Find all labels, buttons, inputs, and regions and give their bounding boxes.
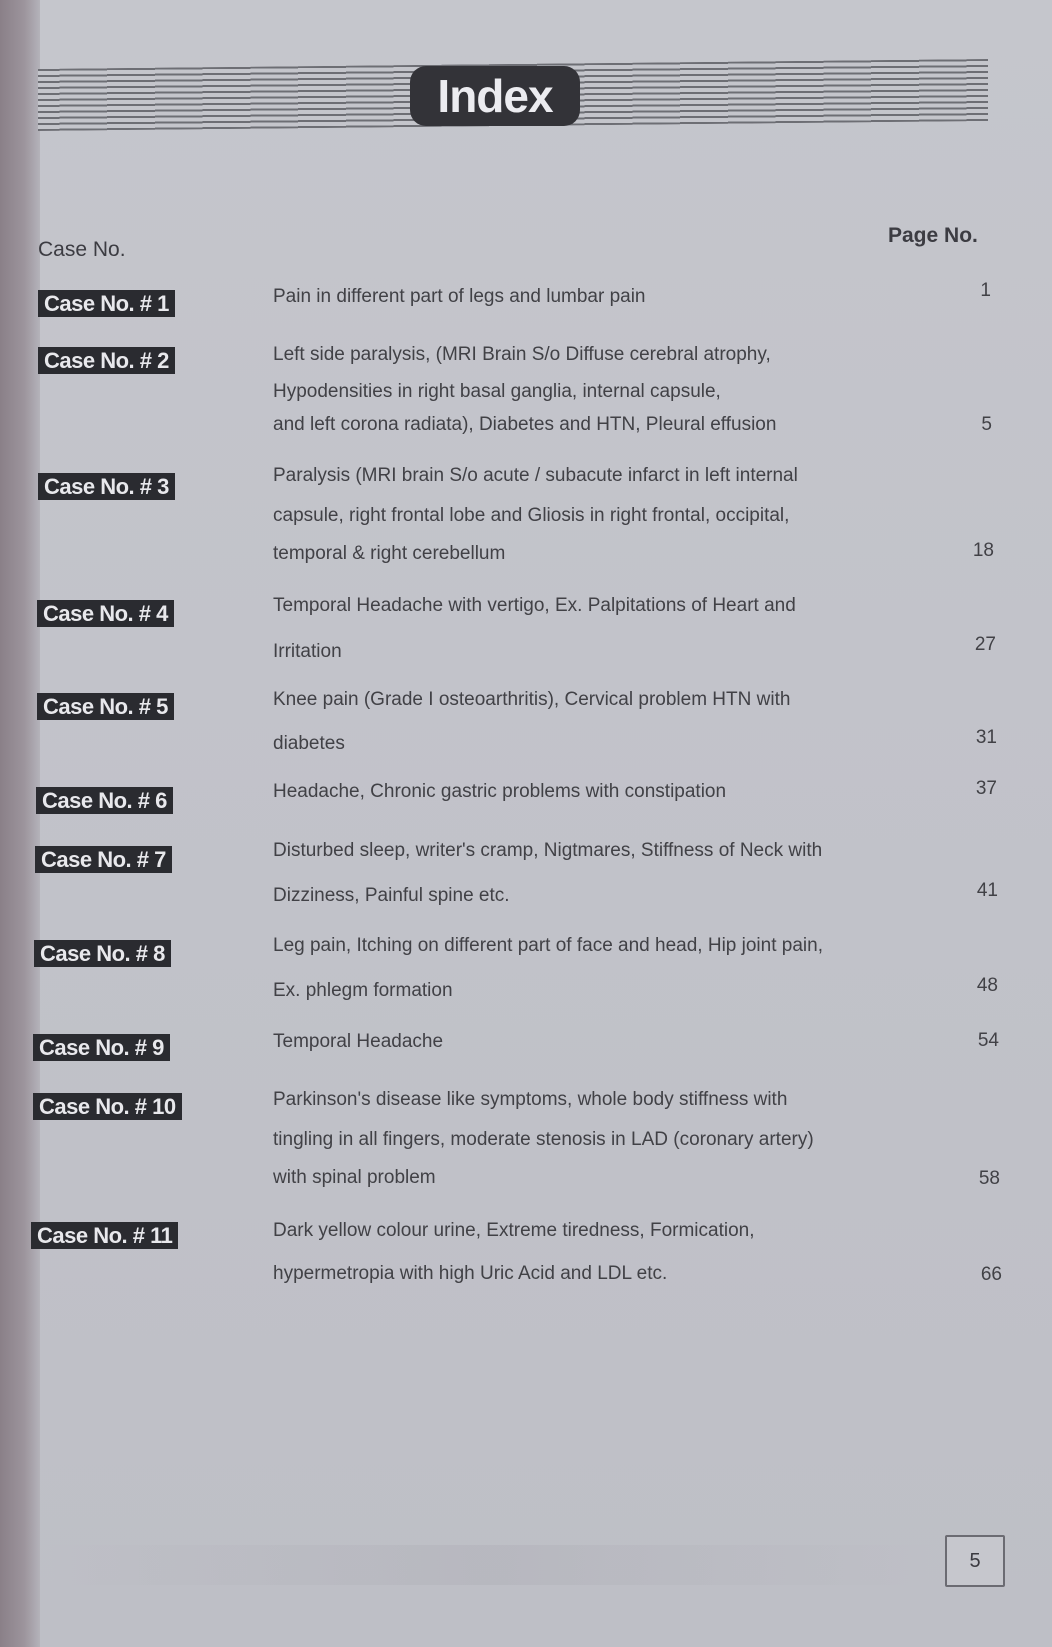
description-line: Pain in different part of legs and lumbar pain [273,286,646,307]
case-description [273,925,953,1015]
page-number: 58 [978,1168,1000,1189]
case-description [273,680,953,768]
page-number: 5 [981,414,992,435]
description-line: with spinal problem [273,1167,436,1188]
page-number: 27 [974,634,996,655]
case-badge: Case No. # 2 [38,347,175,374]
case-description [273,830,953,920]
description-line: Headache, Chronic gastric problems with constipation [273,781,727,802]
page-title: Index [410,66,580,126]
description-line: Dizziness, Painful spine etc. [273,885,510,906]
description-line: Irritation [273,641,342,662]
description-line: hypermetropia with high Uric Acid and LDL etc. [273,1263,668,1284]
description-line: and left corona radiata), Diabetes and HTN, Pleural effusion [273,414,777,435]
description-line: Paralysis (MRI brain S/o acute / subacute infarct in left internal [273,465,798,486]
description-line: temporal & right cerebellum [273,543,506,564]
case-description [273,1022,953,1062]
case-description [273,772,953,812]
case-badge: Case No. # 4 [37,600,174,627]
description-line: Left side paralysis, (MRI Brain S/o Diffuse cerebral atrophy, [273,344,771,365]
description-line: diabetes [273,733,345,754]
case-badge: Case No. # 1 [38,290,175,317]
description-line: tingling in all fingers, moderate stenosis in LAD (coronary artery) [273,1129,814,1150]
case-description [273,277,953,317]
case-description [273,585,953,677]
page-number: 1 [980,280,991,301]
description-line: Knee pain (Grade I osteoarthritis), Cervical problem HTN with [273,689,791,710]
description-line: Temporal Headache with vertigo, Ex. Palpitations of Heart and [273,595,796,616]
page-column-header: Page No. [888,224,978,247]
page-number: 54 [977,1030,999,1051]
case-badge: Case No. # 7 [35,846,172,873]
case-badge: Case No. # 10 [33,1093,182,1120]
page-number: 41 [976,880,998,901]
case-column-header: Case No. [38,238,126,261]
case-description [273,1080,953,1196]
description-line: Leg pain, Itching on different part of face and head, Hip joint pain, [273,935,823,956]
description-line: Hypodensities in right basal ganglia, internal capsule, [273,381,721,402]
page-number: 48 [976,975,998,996]
description-line: capsule, right frontal lobe and Gliosis in right frontal, occipital, [273,505,790,526]
case-description [273,1210,953,1296]
case-badge: Case No. # 8 [34,940,171,967]
case-badge: Case No. # 3 [38,473,175,500]
case-description [273,335,953,441]
description-line: Disturbed sleep, writer's cramp, Nigtmares, Stiffness of Neck with [273,840,823,861]
description-line: Temporal Headache [273,1031,444,1052]
page-number: 66 [980,1264,1002,1285]
description-line: Parkinson's disease like symptoms, whole body stiffness with [273,1089,788,1110]
case-badge: Case No. # 6 [36,787,173,814]
case-badge: Case No. # 9 [33,1034,170,1061]
page-number-box: 5 [945,1535,1005,1587]
page-number: 31 [975,727,997,748]
page-number: 37 [975,778,997,799]
case-badge: Case No. # 5 [37,693,174,720]
description-line: Dark yellow colour urine, Extreme tiredness, Formication, [273,1220,755,1241]
book-spine-shadow [0,0,40,1647]
case-badge: Case No. # 11 [31,1222,178,1249]
description-line: Ex. phlegm formation [273,980,453,1001]
case-description [273,456,953,572]
page-number: 18 [972,540,994,561]
footer-shadow [40,1545,940,1585]
